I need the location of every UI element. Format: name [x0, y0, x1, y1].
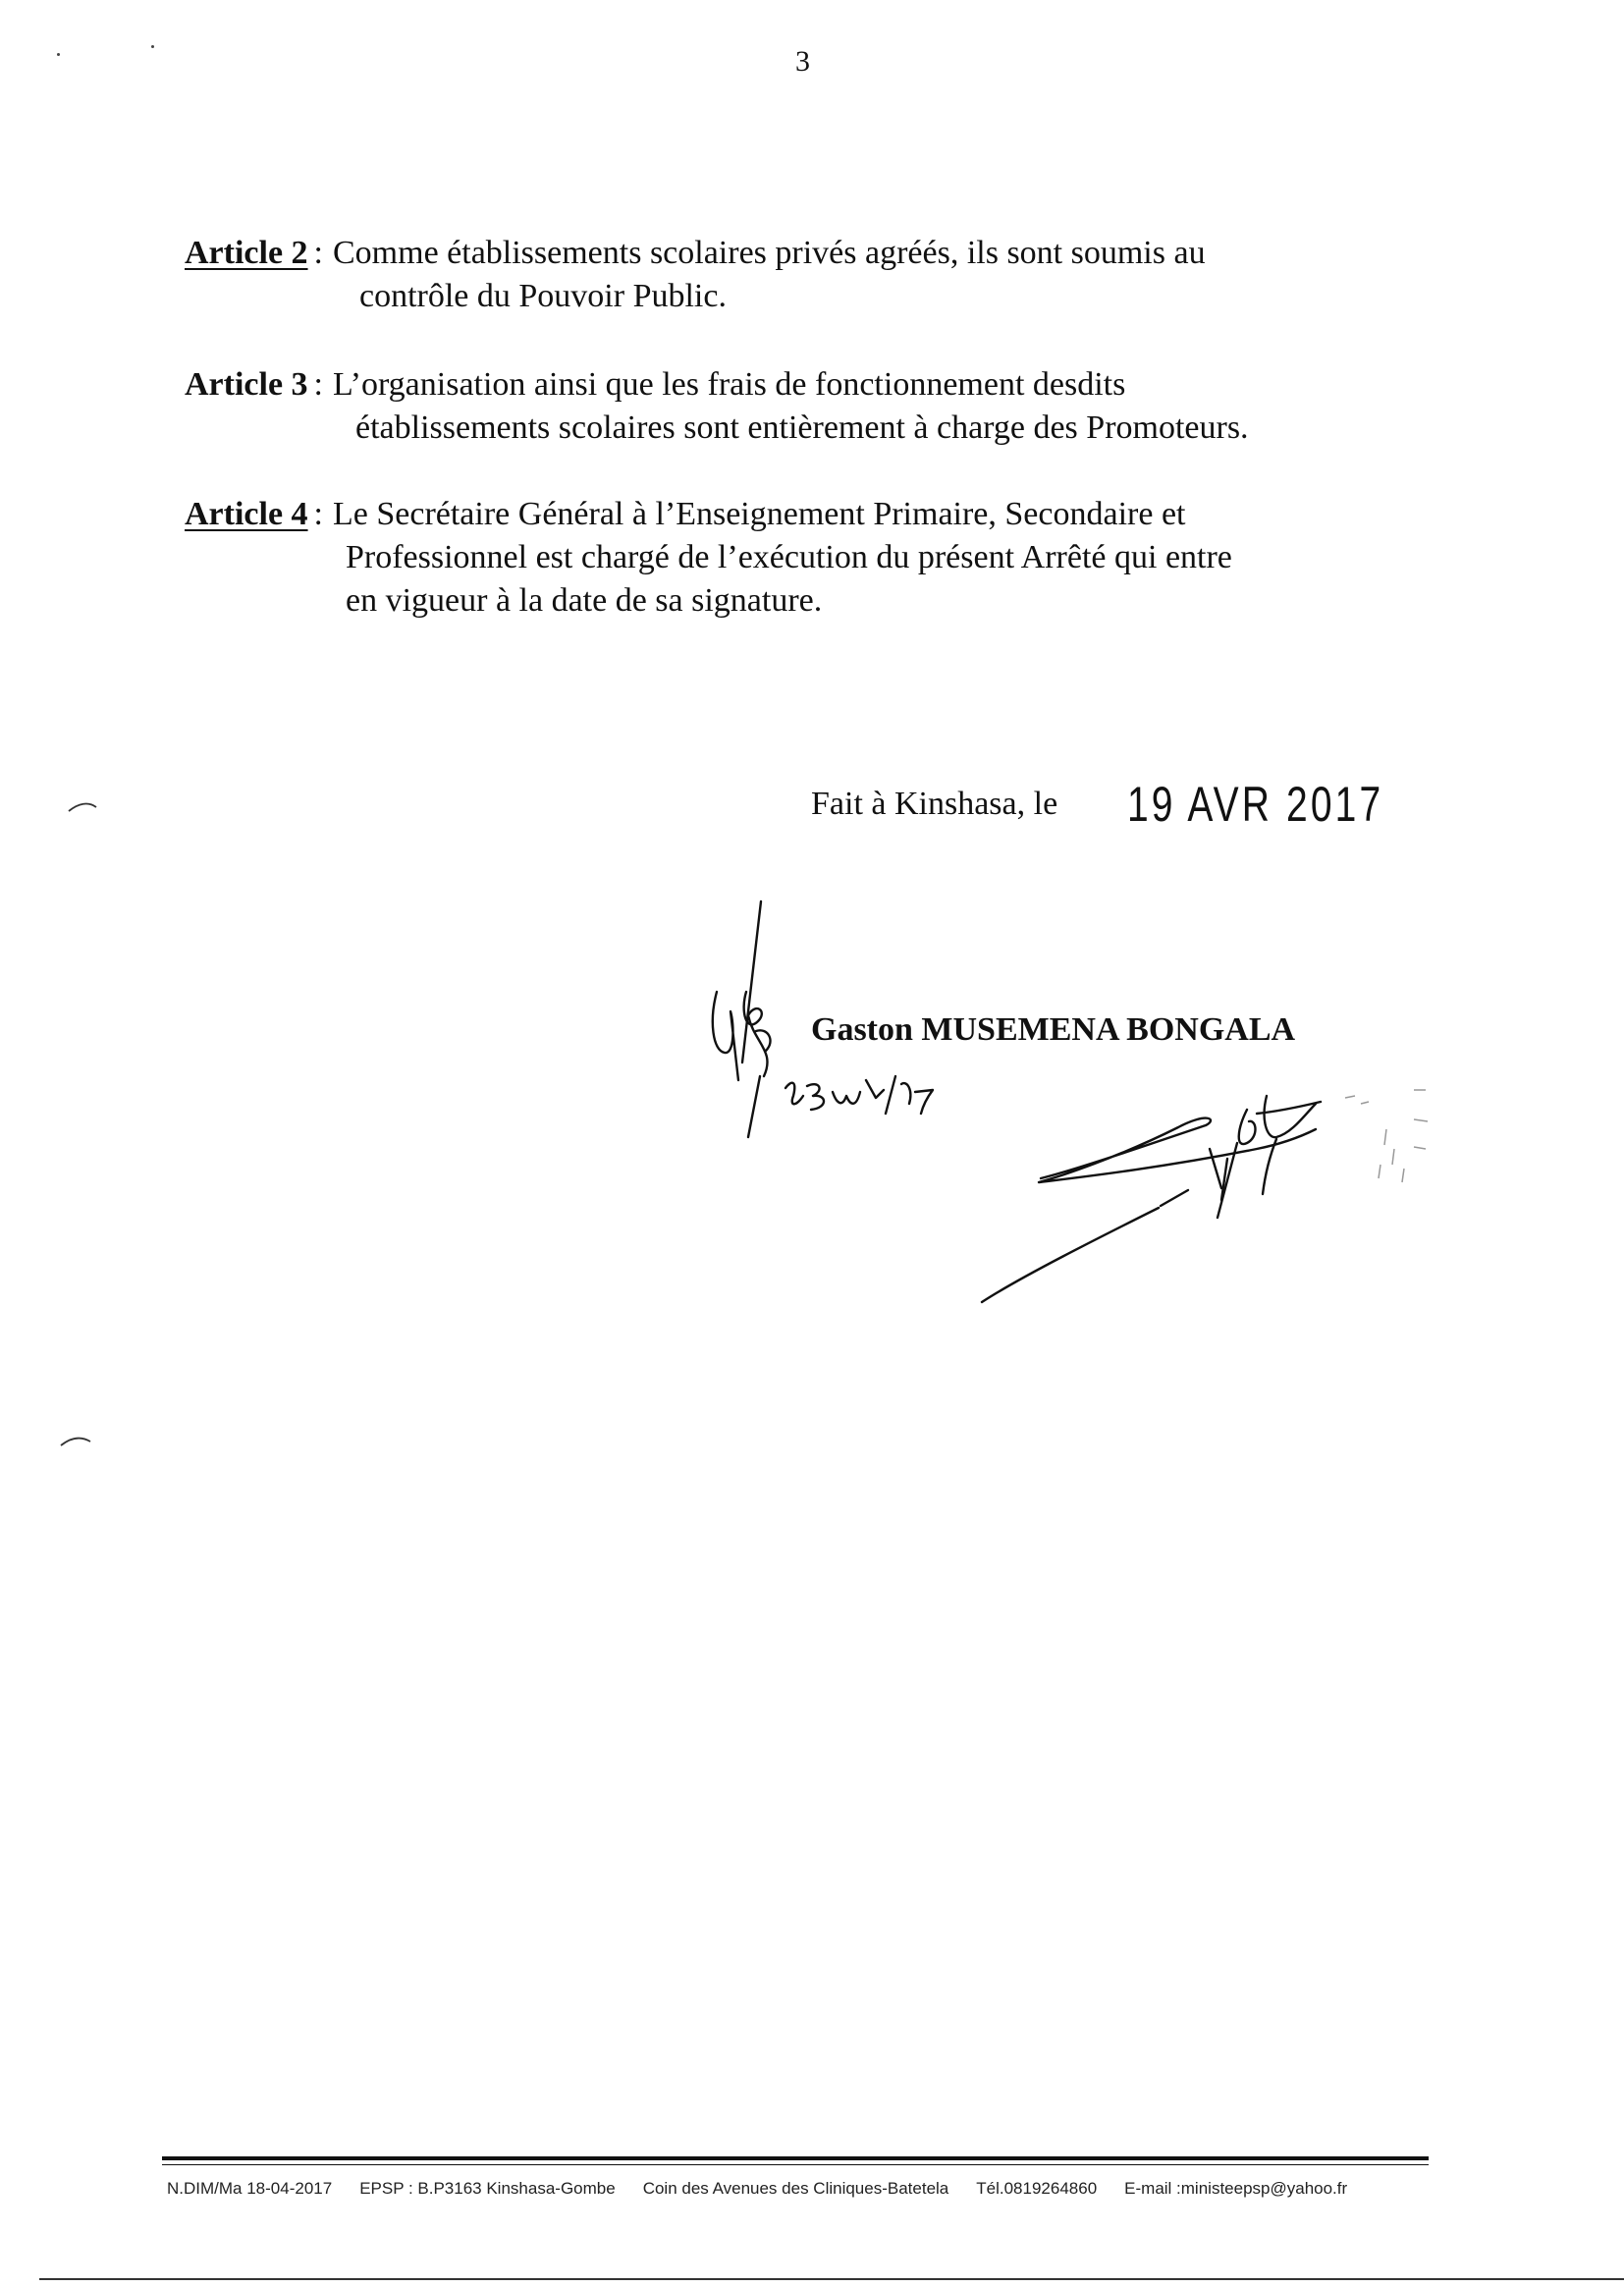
footer-epsp: EPSP : B.P3163 Kinshasa-Gombe — [359, 2179, 616, 2198]
article-text-line: Comme établissements scolaires privés agréés, ils sont soumis au — [333, 235, 1206, 271]
article-text-line: établissements scolaires sont entièrement à charge des Promoteurs. — [355, 409, 1249, 446]
footer — [167, 2179, 1375, 2199]
date-stamp: 19 AVR 2017 — [1127, 777, 1384, 832]
article-text-line: L’organisation ainsi que les frais de fonctionnement desdits — [333, 366, 1126, 403]
footer-reference: N.DIM/Ma 18-04-2017 — [167, 2179, 333, 2198]
article-text-line: en vigueur à la date de sa signature. — [346, 582, 823, 619]
footer-phone: Tél.0819264860 — [976, 2179, 1098, 2198]
article-3: Article 3 : L’organisation ainsi que les frais de fonctionnement desdits établissements scolaires sont entièrement à charge des Promoteurs. — [185, 366, 1249, 446]
article-heading: Article 2 — [185, 235, 308, 271]
scan-speck — [151, 45, 154, 48]
footer-rule-thick — [162, 2156, 1429, 2160]
article-text-line: Le Secrétaire Général à l’Enseignement Primaire, Secondaire et — [333, 496, 1186, 532]
scan-speck — [57, 53, 60, 56]
article-text-line: Professionnel est chargé de l’exécution du présent Arrêté qui entre — [346, 539, 1232, 575]
page-number: 3 — [795, 45, 810, 78]
place-and-date-label: Fait à Kinshasa, le — [811, 786, 1058, 822]
article-heading: Article 4 — [185, 496, 308, 532]
footer-rule-thin — [162, 2164, 1429, 2165]
signatory-name: Gaston MUSEMENA BONGALA — [811, 1011, 1296, 1048]
article-heading: Article 3 — [185, 366, 308, 403]
footer-email: E-mail :ministeepsp@yahoo.fr — [1124, 2179, 1348, 2198]
article-2: Article 2 : Comme établissements scolaires privés agréés, ils sont soumis au contrôle du Pouvoir Public. — [185, 235, 1206, 314]
article-text-line: contrôle du Pouvoir Public. — [359, 278, 727, 314]
scan-bottom-edge — [39, 2278, 1624, 2280]
footer-address: Coin des Avenues des Cliniques-Batetela — [642, 2179, 949, 2198]
article-4: Article 4 : Le Secrétaire Général à l’Enseignement Primaire, Secondaire et Professionnel est chargé de l’exécution du présent Arrêté qui entre en vigueur à la date de sa signature. — [185, 496, 1232, 619]
